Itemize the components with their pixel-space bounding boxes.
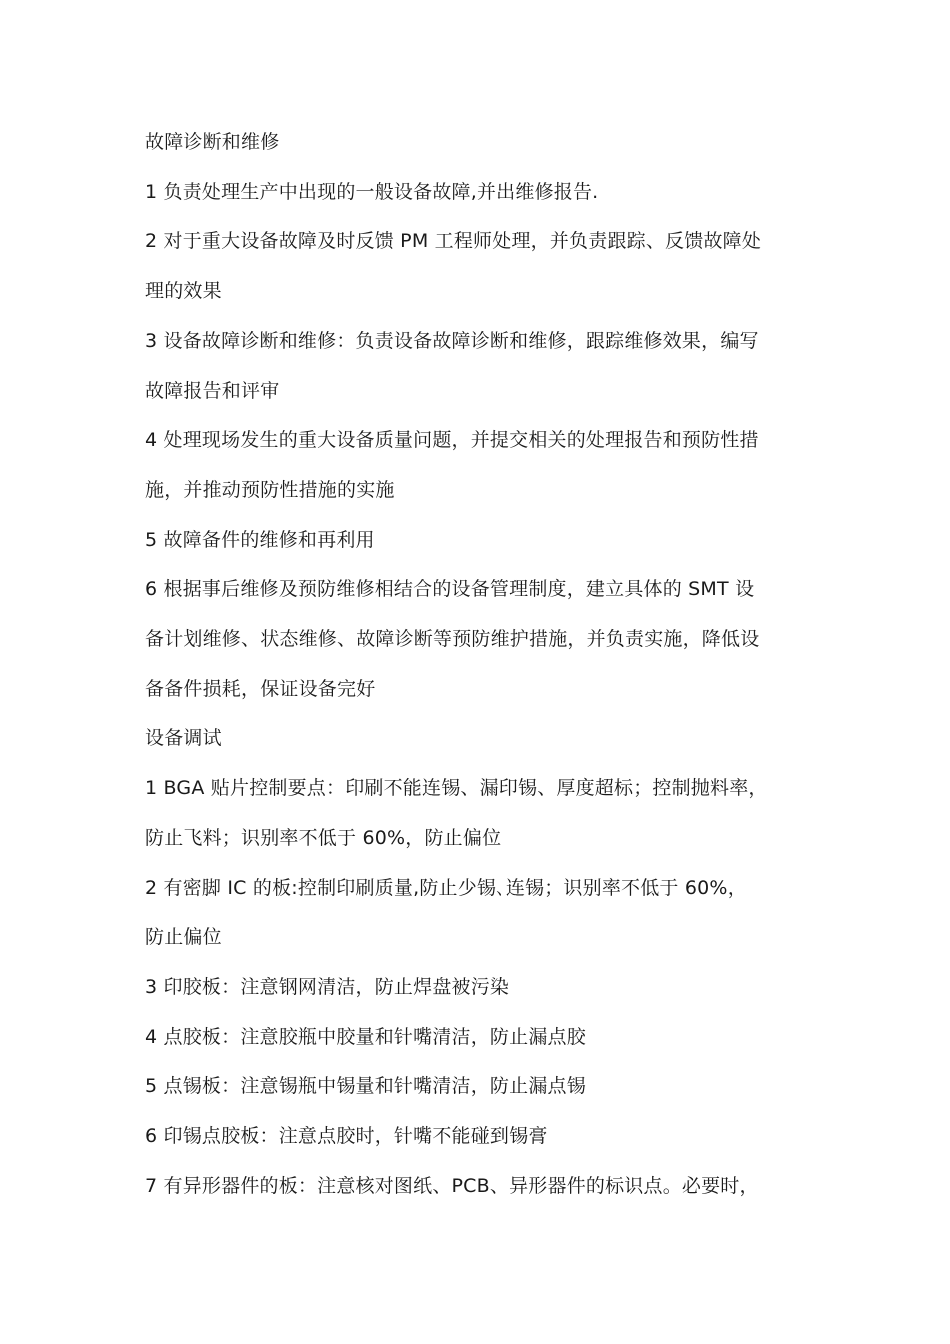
text-line: 2 有密脚 IC 的板:控制印刷质量,防止少锡､连锡；识别率不低于 60%， [145,876,747,899]
text-line: 4 处理现场发生的重大设备质量问题，并提交相关的处理报告和预防性措 [145,429,759,452]
section-heading-fault-diagnosis: 故障诊断和维修 [145,131,280,153]
text-line: 5 点锡板：注意锡瓶中锡量和针嘴清洁，防止漏点锡 [145,1075,586,1098]
text-line: 1 负责处理生产中出现的一般设备故障,并出维修报告. [145,180,599,203]
text-line: 3 印胶板：注意钢网清洁，防止焊盘被污染 [145,975,510,998]
text-line: 4 点胶板：注意胶瓶中胶量和针嘴清洁，防止漏点胶 [145,1025,586,1048]
text-line: 6 印锡点胶板：注意点胶时，针嘴不能碰到锡膏 [145,1125,548,1148]
text-line: 备备件损耗，保证设备完好 [145,677,376,700]
text-line: 7 有异形器件的板：注意核对图纸、PCB、异形器件的标识点。必要时， [145,1174,759,1197]
document-body [145,118,810,1211]
text-line: 理的效果 [145,280,222,303]
text-line: 2 对于重大设备故障及时反馈 PM 工程师处理，并负责跟踪、反馈故障处 [145,230,762,253]
text-line: 故障报告和评审 [145,379,280,402]
text-line: 备计划维修、状态维修、故障诊断等预防维护措施，并负责实施，降低设 [145,628,760,651]
text-line: 施，并推动预防性措施的实施 [145,478,395,501]
text-line: 防止飞料；识别率不低于 60%，防止偏位 [145,826,502,849]
section-heading-equipment-debugging: 设备调试 [145,727,222,750]
text-line: 5 故障备件的维修和再利用 [145,528,375,551]
text-line: 3 设备故障诊断和维修：负责设备故障诊断和维修，跟踪维修效果，编写 [145,329,759,352]
text-line: 防止偏位 [145,926,222,949]
text-line: 6 根据事后维修及预防维修相结合的设备管理制度，建立具体的 SMT 设 [145,578,755,601]
text-line: 1 BGA 贴片控制要点：印刷不能连锡、漏印锡、厚度超标；控制抛料率， [145,777,768,800]
